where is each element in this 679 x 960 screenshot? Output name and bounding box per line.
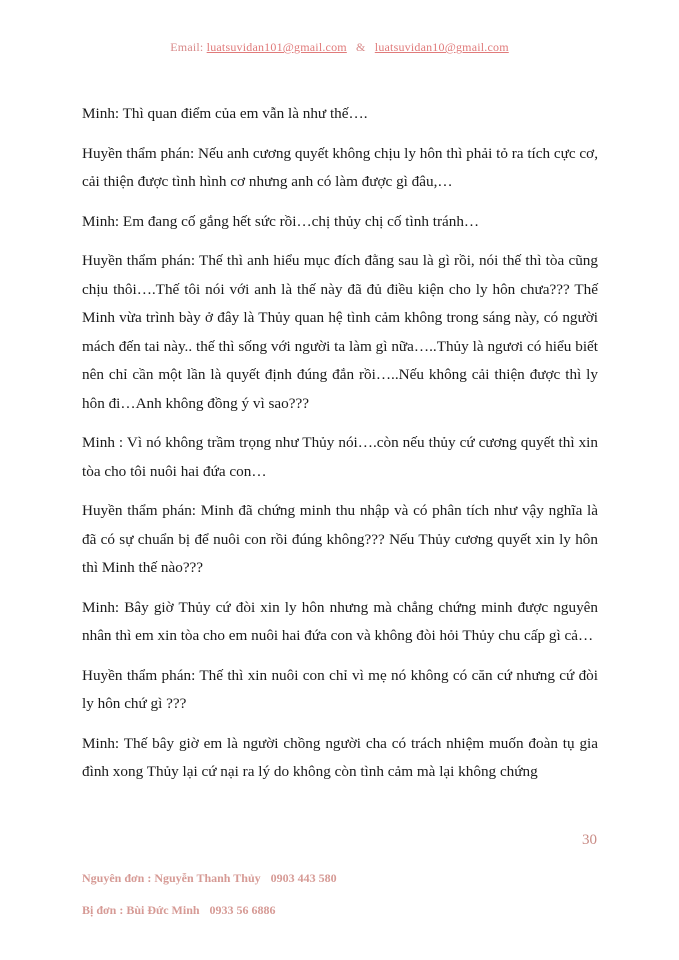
transcript-body <box>82 100 598 798</box>
page-number: 30 <box>582 832 597 848</box>
email-link-1[interactable]: luatsuvidan101@gmail.com <box>206 40 347 54</box>
paragraph: Huyền thẩm phán: Thế thì xin nuôi con chỉ vì mẹ nó không có căn cứ nhưng cứ đòi ly hôn chứ gì ??? <box>82 666 598 712</box>
plaintiff-label: Nguyên đơn : Nguyễn Thanh Thủy <box>82 871 261 885</box>
paragraph: Minh: Thì quan điểm của em vẫn là như thế…. <box>82 105 368 122</box>
paragraph: Minh : Vì nó không trầm trọng như Thủy nói….còn nếu thủy cứ cương quyết thì xin tòa cho tôi nuôi hai đứa con… <box>82 434 598 480</box>
page-header <box>0 40 679 55</box>
paragraph: Minh: Em đang cố gắng hết sức rồi…chị thủy chị cố tình tránh… <box>82 212 480 230</box>
plaintiff-line <box>82 862 337 894</box>
paragraph: Huyền thẩm phán: Minh đã chứng minh thu nhập và có phân tích như vậy nghĩa là đã có sự chuẩn bị để nuôi con rồi đúng không??? Nếu Thủy cương quyết xin ly hôn thì Minh thế nào??? <box>82 502 598 576</box>
defendant-phone: 0933 56 6886 <box>209 903 276 917</box>
defendant-line <box>82 894 337 926</box>
paragraph: Huyền thẩm phán: Nếu anh cương quyết không chịu ly hôn thì phải tỏ ra tích cực cơ, cải thiện được tình hình cơ nhưng anh có làm được gì đâu,… <box>82 144 598 190</box>
paragraph: Minh: Thế bây giờ em là người chồng người cha có trách nhiệm muốn đoàn tụ gia đình xong Thủy lại cứ nại ra lý do không còn tình cảm mà lại không chứng <box>82 734 598 780</box>
email-prefix: Email: <box>170 40 204 54</box>
paragraph: Minh: Bây giờ Thủy cứ đòi xin ly hôn nhưng mà chẳng chứng minh được nguyên nhân thì em xin tòa cho em nuôi hai đứa con và không đòi hỏi Thủy chu cấp gì cả… <box>82 598 598 644</box>
email-separator: & <box>356 40 366 54</box>
page-footer <box>82 862 337 926</box>
defendant-label: Bị đơn : Bùi Đức Minh <box>82 903 200 917</box>
email-link-2[interactable]: luatsuvidan10@gmail.com <box>374 40 509 54</box>
paragraph: Huyền thẩm phán: Thế thì anh hiểu mục đích đằng sau là gì rồi, nói thế thì tòa cũng chịu thôi….Thế tôi nói với anh là thế này đã đủ điều kiện cho ly hôn chưa??? Thế Minh vừa trình bày ở đây là Thủy quan hệ tình cảm không trong sáng này, có người mách đến tai này.. thế thì sống với người ta làm gì nữa…..Thủy là ngươi có hiểu biết nên chỉ cần một lần là quyết định đúng đắn rồi…..Nếu không cải thiện được thì ly hôn đi…Anh không đồng ý vì sao??? <box>82 252 598 412</box>
plaintiff-phone: 0903 443 580 <box>270 871 337 885</box>
